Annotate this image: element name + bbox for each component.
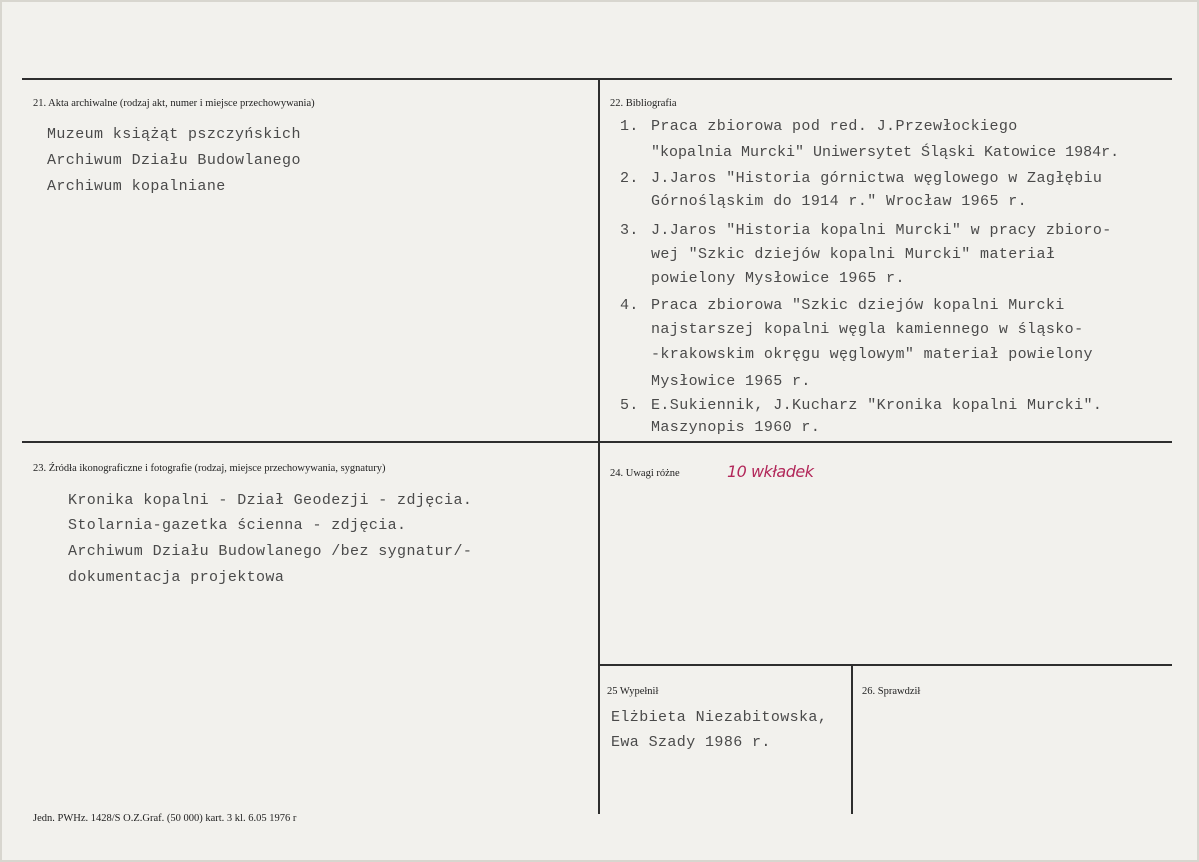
bibliography-line: powielony Mysłowice 1965 r. — [651, 270, 905, 287]
section-24-label: 24. Uwagi różne — [610, 468, 680, 479]
bibliography-number: 5. — [620, 397, 639, 414]
section-21-label: 21. Akta archiwalne (rodzaj akt, numer i miejsce przechowywania) — [33, 98, 315, 109]
bibliography-line: J.Jaros "Historia kopalni Murcki" w pracy zbioro- — [651, 222, 1112, 239]
handwritten-note: 10 wkładek — [727, 462, 814, 481]
section-23-line: Archiwum Działu Budowlanego /bez sygnatur/- — [68, 543, 473, 560]
bibliography-line: Praca zbiorowa "Szkic dziejów kopalni Murcki — [651, 297, 1065, 314]
top-rule — [22, 78, 1172, 80]
signature-box-divider — [851, 664, 853, 814]
section-23-label: 23. Źródła ikonograficzne i fotografie (rodzaj, miejsce przechowywania, sygnatury) — [33, 463, 386, 474]
section-21-line: Archiwum Działu Budowlanego — [47, 152, 301, 169]
bibliography-line: E.Sukiennik, J.Kucharz "Kronika kopalni Murcki". — [651, 397, 1103, 414]
bibliography-number: 4. — [620, 297, 639, 314]
section-22-label: 22. Bibliografia — [610, 98, 677, 109]
bibliography-line: J.Jaros "Historia górnictwa węglowego w Zagłębiu — [651, 170, 1103, 187]
bibliography-line: Górnośląskim do 1914 r." Wrocław 1965 r. — [651, 193, 1028, 210]
bibliography-line: -krakowskim okręgu węglowym" materiał powielony — [651, 346, 1093, 363]
print-imprint-footer: Jedn. PWHz. 1428/S O.Z.Graf. (50 000) kart. 3 kl. 6.05 1976 r — [33, 813, 297, 824]
section-26-label: 26. Sprawdził — [862, 686, 921, 697]
filled-by-line: Ewa Szady 1986 r. — [611, 734, 771, 751]
section-21-line: Muzeum książąt pszczyńskich — [47, 126, 301, 143]
bibliography-line: "kopalnia Murcki" Uniwersytet Śląski Katowice 1984r. — [651, 144, 1120, 161]
bibliography-line: wej "Szkic dziejów kopalni Murcki" materiał — [651, 246, 1056, 263]
section-23-line: Stolarnia-gazetka ścienna - zdjęcia. — [68, 517, 407, 534]
section-23-line: dokumentacja projektowa — [68, 569, 285, 586]
vertical-divider — [598, 78, 600, 814]
section-23-line: Kronika kopalni - Dział Geodezji - zdjęcia. — [68, 492, 473, 509]
section-21-line: Archiwum kopalniane — [47, 178, 226, 195]
filled-by-line: Elżbieta Niezabitowska, — [611, 709, 828, 726]
bibliography-number: 3. — [620, 222, 639, 239]
bibliography-number: 2. — [620, 170, 639, 187]
bibliography-line: Praca zbiorowa pod red. J.Przewłockiego — [651, 118, 1018, 135]
middle-rule — [22, 441, 1172, 443]
signature-box-rule — [600, 664, 1172, 666]
bibliography-line: Mysłowice 1965 r. — [651, 373, 811, 390]
bibliography-line: Maszynopis 1960 r. — [651, 419, 821, 436]
bibliography-number: 1. — [620, 118, 639, 135]
bibliography-line: najstarszej kopalni węgla kamiennego w śląsko- — [651, 321, 1084, 338]
section-25-label: 25 Wypełnił — [607, 686, 659, 697]
